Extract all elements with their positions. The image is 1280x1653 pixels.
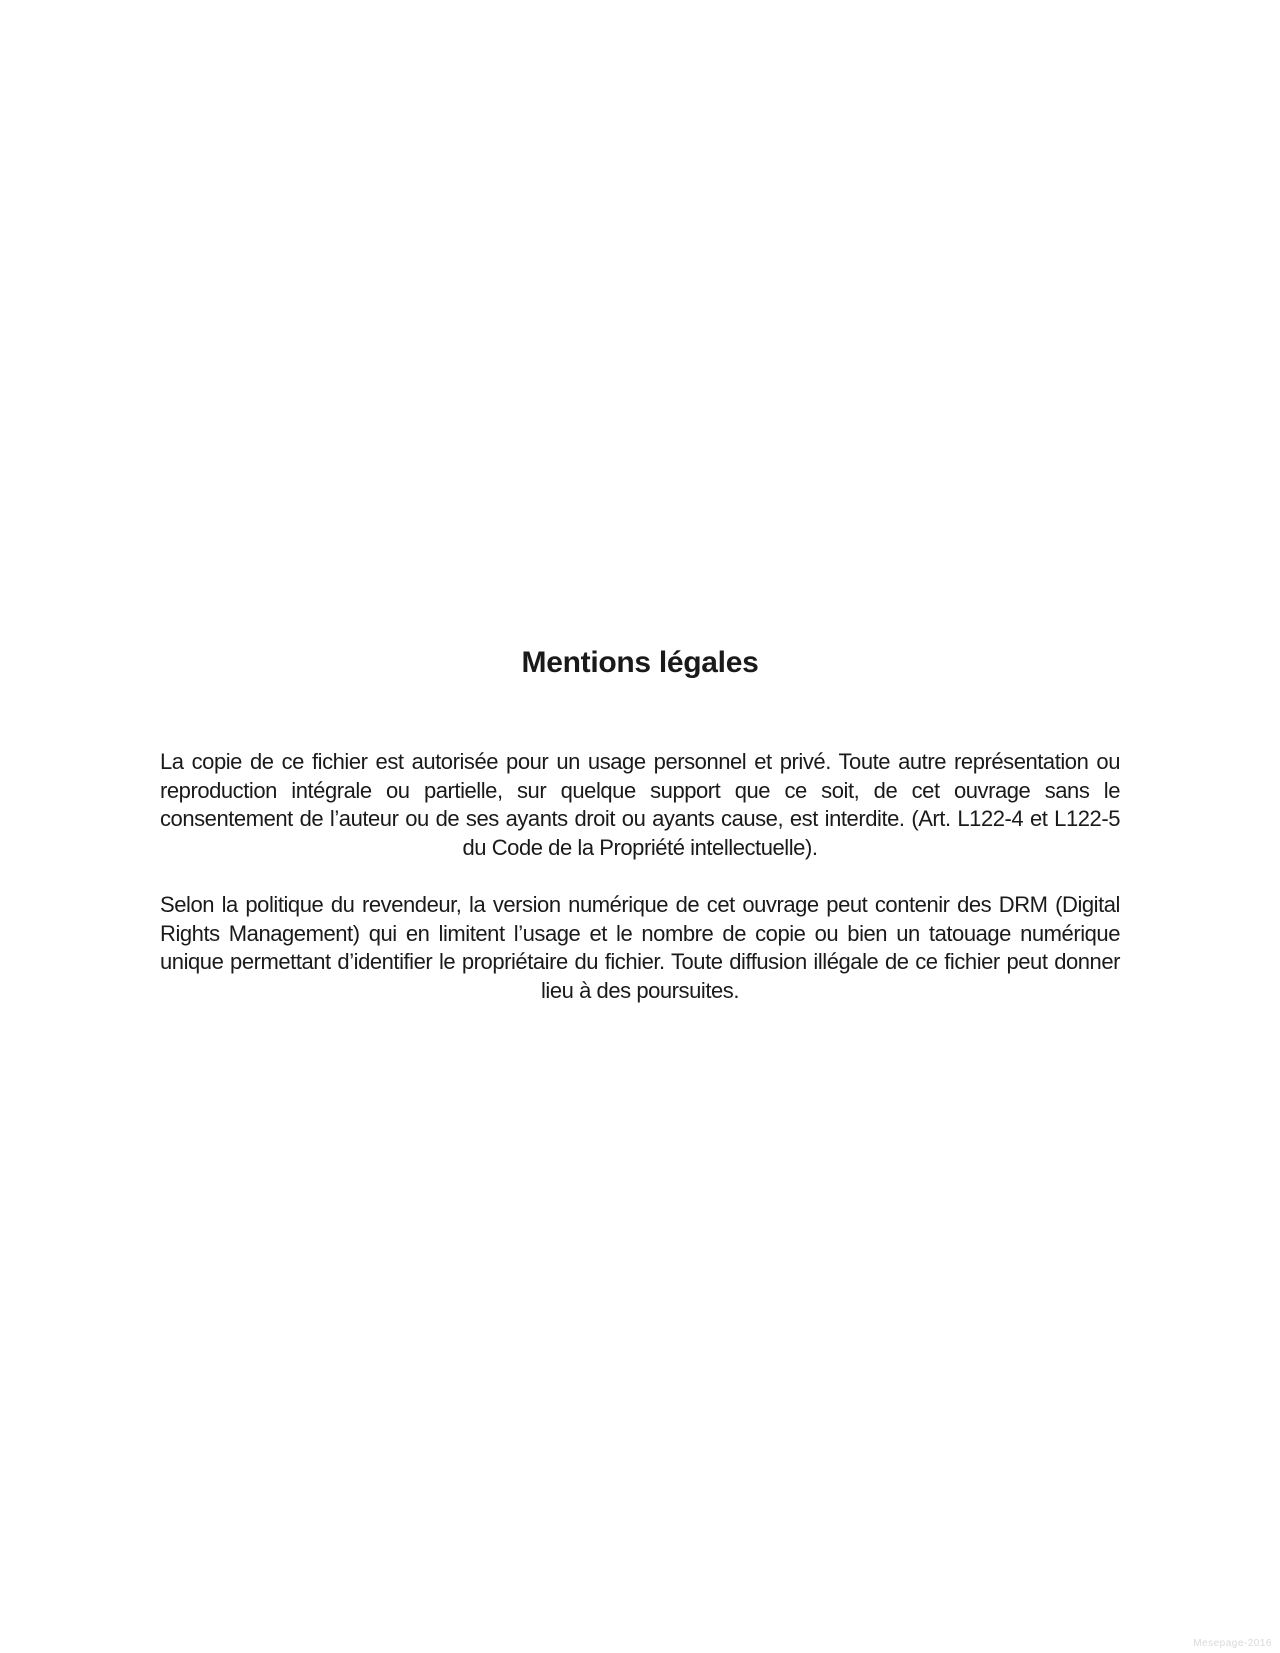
legal-paragraph-copyright: La copie de ce fichier est autorisée pour un usage personnel et privé. Toute autre représentation ou reproduction intégrale ou partielle, sur quelque support que ce soit, de cet ouvrage sans le consentement de l’auteur ou de ses ayants droit ou ayants cause, est interdite. (Art. L122-4 et L122-5 du Code de la Propriété intellectuelle).: [160, 749, 1120, 860]
page-title: Mentions légales: [521, 646, 759, 679]
page-watermark: Mesepage-2016: [1193, 1638, 1272, 1649]
legal-paragraph-drm: Selon la politique du revendeur, la version numérique de cet ouvrage peut contenir des DRM (Digital Rights Management) qui en limitent l’usage et le nombre de copie ou bien un tatouage numérique unique permettant d’identifier le propriétaire du fichier. Toute diffusion illégale de ce fichier peut donner lieu à des poursuites.: [160, 892, 1120, 1003]
